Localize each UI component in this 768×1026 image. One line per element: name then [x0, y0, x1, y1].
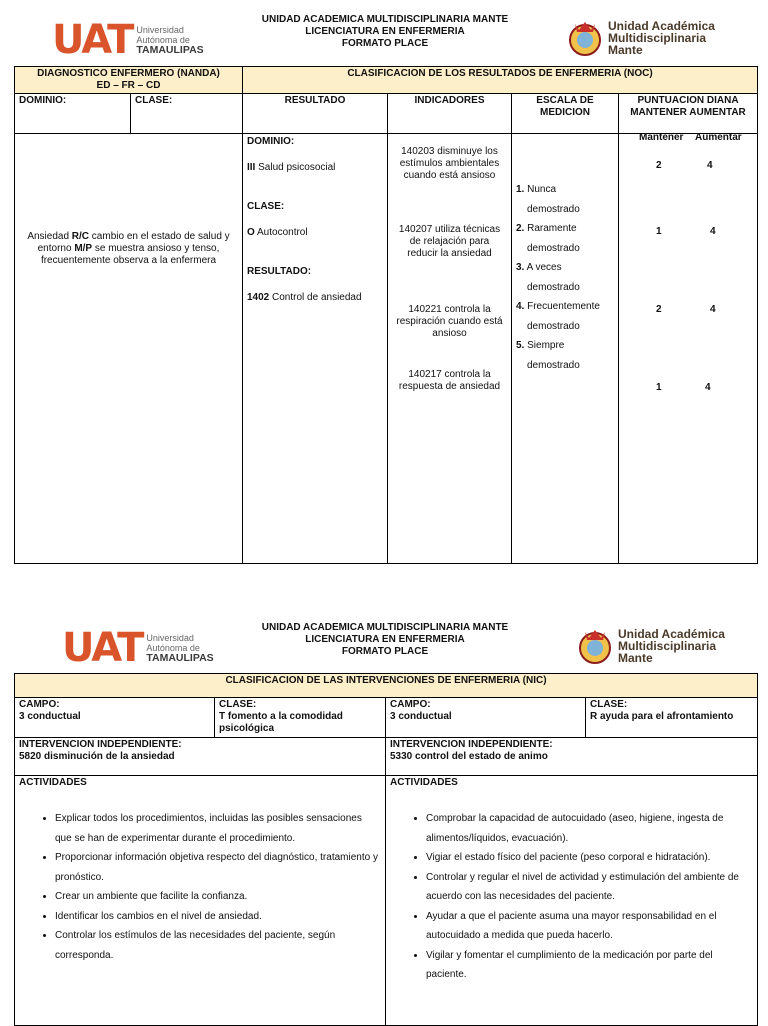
- left-campo-cell: CAMPO: 3 conductual: [15, 698, 215, 738]
- uat-logo-word: UAT: [52, 17, 133, 63]
- right-campo-cell: CAMPO: 3 conductual: [386, 698, 586, 738]
- indicador-4: 140217 controla la respuesta de ansiedad: [398, 369, 501, 392]
- clase-label: CLASE:: [131, 94, 243, 134]
- uat-logo: UAT Universidad Autónoma de TAMAULIPAS: [62, 625, 214, 671]
- nic-table: [14, 673, 758, 1026]
- noc-header: CLASIFICACION DE LOS RESULTADOS DE ENFERMERIA (NOC): [243, 67, 758, 94]
- list-item: • Controlar los estímulos de las necesidades del paciente, según corresponda.: [55, 926, 381, 965]
- page1-header: [0, 12, 768, 72]
- indicador-2: 140207 utiliza técnicas de relajación para reducir la ansiedad: [398, 224, 501, 259]
- score-aumentar-4: 4: [705, 382, 711, 393]
- puntuacion-header: PUNTUACION DIANA MANTENER AUMENTAR: [619, 94, 758, 134]
- score-mantener-2: 1: [656, 226, 662, 237]
- diagnosis-cell: [15, 134, 243, 564]
- list-item: • Vigiar el estado físico del paciente (peso corporal e hidratación).: [426, 848, 753, 868]
- page2-header: [0, 620, 768, 680]
- diagnosis-text: Ansiedad R/C cambio en el estado de salud y entorno M/P se muestra ansioso y tenso, frecuentemente observa a la enfermera: [27, 230, 230, 266]
- aumentar-label: Aumentar: [695, 132, 742, 143]
- right-actividades-cell: ACTIVIDADES • Comprobar la capacidad de autocuidado (aseo, higiene, ingesta de alimentos/líquidos, evacuación). • Vigiar el estado físico del paciente (peso corporal e hidratación). • Controlar y regular el nivel de actividad y estimulación del ambiente de acuerdo con las necesidades del paciente. • Ayudar a que el paciente asuma una mayor responsabilidad en el autocuidado a medida que pueda hacerlo. • Vigilar y fomentar el cumplimiento de la medicación por parte del paciente.: [386, 776, 758, 1026]
- mantener-label: Mantener: [639, 132, 684, 143]
- uam-logo: Unidad Académica Multidisciplinaria Mante: [565, 18, 715, 58]
- indicadores-header: INDICADORES: [388, 94, 512, 134]
- left-clase-cell: CLASE: T fomento a la comodidad psicológica: [215, 698, 386, 738]
- left-actividades-list: [19, 809, 381, 965]
- score-aumentar-1: 4: [707, 160, 713, 171]
- list-item: • Identificar los cambios en el nivel de ansiedad.: [55, 907, 381, 927]
- list-item: • Controlar y regular el nivel de actividad y estimulación del ambiente de acuerdo con las necesidades del paciente.: [426, 868, 753, 907]
- list-item: • Explicar todos los procedimientos, incluidas las posibles sensaciones que se han de experimentar durante el procedimiento.: [55, 809, 381, 848]
- uam-seal-icon: [565, 18, 605, 58]
- score-mantener-3: 2: [656, 304, 662, 315]
- list-item: • Proporcionar información objetiva respecto del diagnóstico, tratamiento y pronóstico.: [55, 848, 381, 887]
- header-title-block: UNIDAD ACADEMICA MULTIDISCIPLINARIA MANTE LICENCIATURA EN ENFERMERIA FORMATO PLACE: [261, 622, 509, 657]
- nanda-header: DIAGNOSTICO ENFERMERO (NANDA) ED – FR – CD: [15, 67, 243, 94]
- dominio-label: DOMINIO:: [15, 94, 131, 134]
- list-item: • Ayudar a que el paciente asuma una mayor responsabilidad en el autocuidado a medida que pueda hacerlo.: [426, 907, 753, 946]
- nic-header: CLASIFICACION DE LAS INTERVENCIONES DE ENFERMERIA (NIC): [15, 674, 758, 698]
- score-mantener-1: 2: [656, 160, 662, 171]
- noc-table: [14, 66, 758, 564]
- right-actividades-list: [390, 809, 753, 985]
- resultado-cell: DOMINIO: III Salud psicosocial CLASE: O Autocontrol RESULTADO: 1402 Control de ansiedad: [243, 134, 388, 564]
- indicador-3: 140221 controla la respiración cuando está ansioso: [396, 304, 503, 339]
- left-actividades-cell: ACTIVIDADES • Explicar todos los procedimientos, incluidas las posibles sensaciones que se han de experimentar durante el procedimiento. • Proporcionar información objetiva respecto del diagnóstico, tratamiento y pronóstico. • Crear un ambiente que facilite la confianza. • Identificar los cambios en el nivel de ansiedad. • Controlar los estímulos de las necesidades del paciente, según corresponda.: [15, 776, 386, 1026]
- left-intervencion-cell: INTERVENCION INDEPENDIENTE: 5820 disminución de la ansiedad: [15, 738, 386, 776]
- score-mantener-4: 1: [656, 382, 662, 393]
- escala-header: ESCALA DE MEDICION: [512, 94, 619, 134]
- list-item: • Comprobar la capacidad de autocuidado (aseo, higiene, ingesta de alimentos/líquidos, evacuación).: [426, 809, 753, 848]
- score-aumentar-2: 4: [710, 226, 716, 237]
- right-intervencion-cell: INTERVENCION INDEPENDIENTE: 5330 control del estado de animo: [386, 738, 758, 776]
- indicadores-cell: [388, 134, 512, 564]
- right-clase-cell: CLASE: R ayuda para el afrontamiento: [586, 698, 758, 738]
- resultado-header: RESULTADO: [243, 94, 388, 134]
- uat-logo-word: UAT: [62, 625, 143, 671]
- score-aumentar-3: 4: [710, 304, 716, 315]
- indicador-1: 140203 disminuye los estímulos ambientales cuando está ansioso: [399, 146, 500, 181]
- uam-seal-icon: [575, 626, 615, 666]
- uat-logo: UAT Universidad Autónoma de TAMAULIPAS: [52, 17, 204, 63]
- list-item: • Vigilar y fomentar el cumplimiento de la medicación por parte del paciente.: [426, 946, 753, 985]
- uam-logo: Unidad Académica Multidisciplinaria Mante: [575, 626, 725, 666]
- list-item: • Crear un ambiente que facilite la confianza.: [55, 887, 381, 907]
- escala-cell: 1. Nunca demostrado 2. Raramente demostrado 3. A veces demostrado 4. Frecuentemente demostrado 5. Siempre demostrado: [512, 134, 619, 564]
- header-title-block: UNIDAD ACADEMICA MULTIDISCIPLINARIA MANTE LICENCIATURA EN ENFERMERIA FORMATO PLACE: [261, 14, 509, 49]
- puntuacion-cell: [619, 134, 758, 564]
